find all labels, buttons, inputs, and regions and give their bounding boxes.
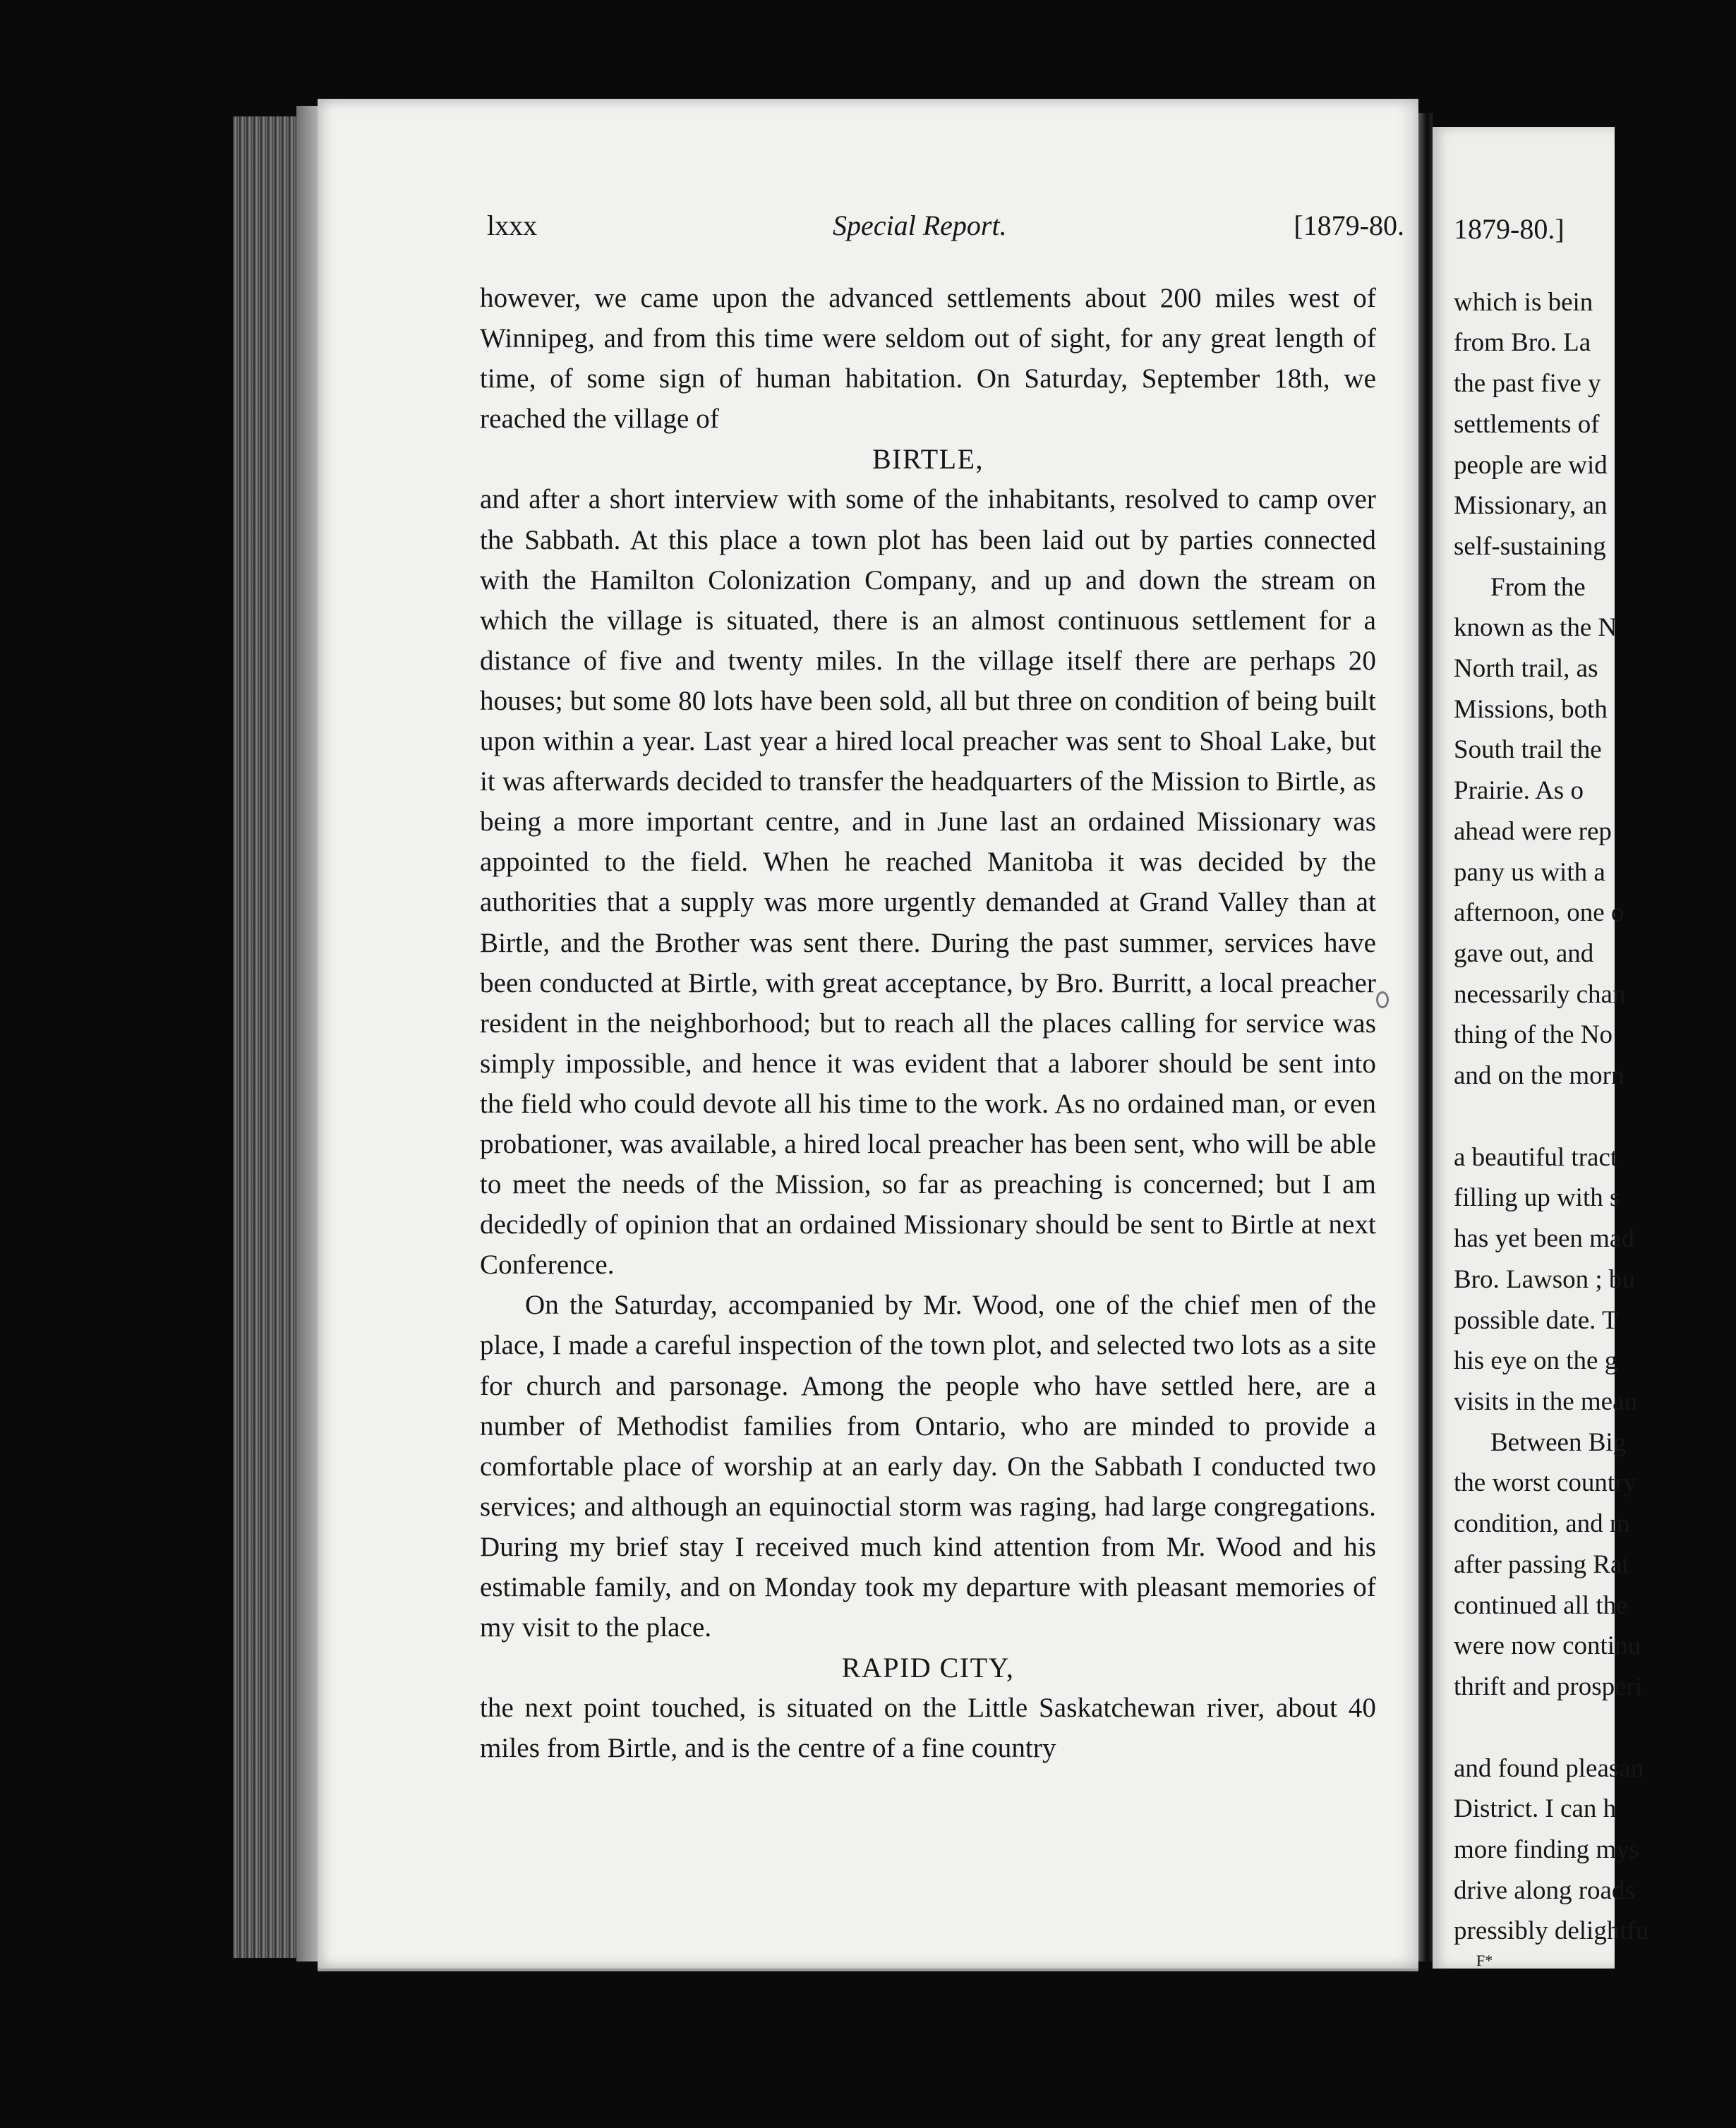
right-page-line: the worst country (1454, 1468, 1636, 1498)
right-block-2 (1454, 567, 1736, 1096)
right-page-line: afternoon, one o (1454, 898, 1625, 928)
right-page-line: drive along roads (1454, 1875, 1635, 1905)
right-page-line: people are wid (1454, 450, 1608, 480)
right-page-line: from Bro. La (1454, 328, 1591, 358)
right-page-line: Between Big (1490, 1427, 1627, 1457)
right-page-line: more finding mys (1454, 1835, 1640, 1865)
page-folio: lxxx (487, 210, 538, 241)
body-paragraph: however, we came upon the advanced settlements about 200 miles west of Winnipeg, and from this time were seldom out of sight, for any great length of time, of some sign of human habitation. On Saturday, September 18th, we reached the village of (480, 283, 1376, 435)
right-page-line: From the (1490, 572, 1586, 602)
header-year: [1879-80. (1294, 210, 1404, 241)
book-gutter (1418, 113, 1433, 1961)
right-block-4 (1454, 1422, 1736, 1707)
right-page-line: continued all the (1454, 1590, 1628, 1620)
right-block-1 (1454, 282, 1736, 567)
right-block-3 (1454, 1137, 1736, 1422)
right-page-line: known as the N (1454, 613, 1617, 643)
right-page-line: his eye on the g (1454, 1346, 1618, 1376)
right-block-gap (1454, 1707, 1736, 1748)
page-mark (1376, 991, 1389, 1008)
right-page-line: necessarily chan (1454, 979, 1626, 1009)
body-paragraph: On the Saturday, accompanied by Mr. Wood, one of the chief men of the place, I made a careful inspection of the town plot, and selected two lots as a site for church and parsonage. Among the people who have settled here, are a number of Methodist families from Ontario, who are minded to provide a comfortable place of worship at an early day. On the Sabbath I conducted two services; and although an equinoctial storm was raging, had large congregations. During my brief stay I received much kind attention from Mr. Wood and his estimable family, and on Monday took my departure with pleasant memories of my visit to the place. (480, 1290, 1376, 1643)
right-page-line: pressibly delightfu (1454, 1916, 1649, 1946)
right-page-line: were now continu (1454, 1631, 1641, 1661)
right-page-line: and found pleasan (1454, 1753, 1644, 1783)
right-page-line: North trail, as (1454, 654, 1598, 684)
right-page-line: Missionary, an (1454, 491, 1608, 521)
right-page-column (1454, 209, 1736, 1970)
right-page-line: Missions, both (1454, 694, 1608, 724)
left-page-header (487, 209, 1404, 251)
right-page-line: after passing Rat (1454, 1549, 1629, 1579)
right-page-line: gave out, and (1454, 938, 1594, 968)
right-block-gap (1454, 1096, 1736, 1137)
right-page-line: has yet been mad (1454, 1224, 1634, 1254)
body-paragraph: and after a short interview with some of the inhabitants, resolved to camp over the Sabbath. At this place a town plot has been laid out by parties connected with the Hamilton Colonization Company, and up and down the stream on which the village is situated, there is an almost continuous settlement for a distance of five and twenty miles. In the village itself there are perhaps 20 houses; but some 80 lots have been sold, all but three on condition of being built upon within a year. Last year a hired local preacher was sent to Shoal Lake, but it was afterwards decided to transfer the headquarters of the Mission to Birtle, as being a more important centre, and in June last an ordained Missionary was appointed to the field. When he reached Manitoba it was decided by the authorities that a supply was more urgently demanded at Grand Valley than at Birtle, and the Brother was sent there. During the past summer, services have been conducted at Birtle, with great acceptance, by Bro. Burritt, a local preacher resident in the neighborhood; but to reach all the places calling for service was simply impossible, and hence it was evident that a laborer should be sent into the field who could devote all his time to the work. As no ordained man, or even probationer, was available, a hired local preacher has been sent, who will be able to meet the needs of the Mission, so far as preaching is concerned; but I am decidedly of opinion that an ordained Missionary should be sent to Birtle at next Conference. (480, 484, 1376, 1281)
right-page-line: pany us with a (1454, 857, 1605, 887)
right-page-line: thrift and prosperi (1454, 1671, 1643, 1701)
right-page-line: condition, and m (1454, 1509, 1630, 1539)
signature-mark: F* (1476, 1952, 1493, 1970)
right-page-line: Bro. Lawson ; bu (1454, 1264, 1635, 1294)
right-page-line: a beautiful tract (1454, 1142, 1618, 1172)
section-heading: RAPID CITY, (841, 1652, 1015, 1684)
left-page-body (480, 278, 1376, 1768)
right-page-line: ahead were rep (1454, 816, 1612, 846)
right-page-line: self-sustaining (1454, 531, 1606, 561)
running-head: Special Report. (833, 210, 1007, 241)
right-page-line: thing of the No (1454, 1020, 1613, 1050)
right-page-line: Prairie. As o (1454, 776, 1584, 806)
right-page-line: South trail the (1454, 735, 1602, 765)
right-page-line: filling up with s (1454, 1183, 1620, 1213)
right-page-line: possible date. T (1454, 1305, 1618, 1335)
left-page-bottom-edge (318, 1969, 1418, 1971)
right-page-header-year: 1879-80.] (1454, 213, 1565, 245)
right-page-line: and on the morn (1454, 1061, 1625, 1091)
right-block-5 (1454, 1748, 1736, 1952)
right-page-line: which is bein (1454, 287, 1593, 317)
right-page-line: visits in the mean (1454, 1386, 1637, 1416)
section-heading: BIRTLE, (872, 443, 984, 476)
right-page-line: the past five y (1454, 369, 1601, 399)
right-page-line: settlements of (1454, 409, 1600, 439)
right-page-line: District. I can h (1454, 1794, 1617, 1824)
body-paragraph: the next point touched, is situated on the Little Saskatchewan river, about 40 miles from Birtle, and is the centre of a fine country (480, 1693, 1376, 1764)
